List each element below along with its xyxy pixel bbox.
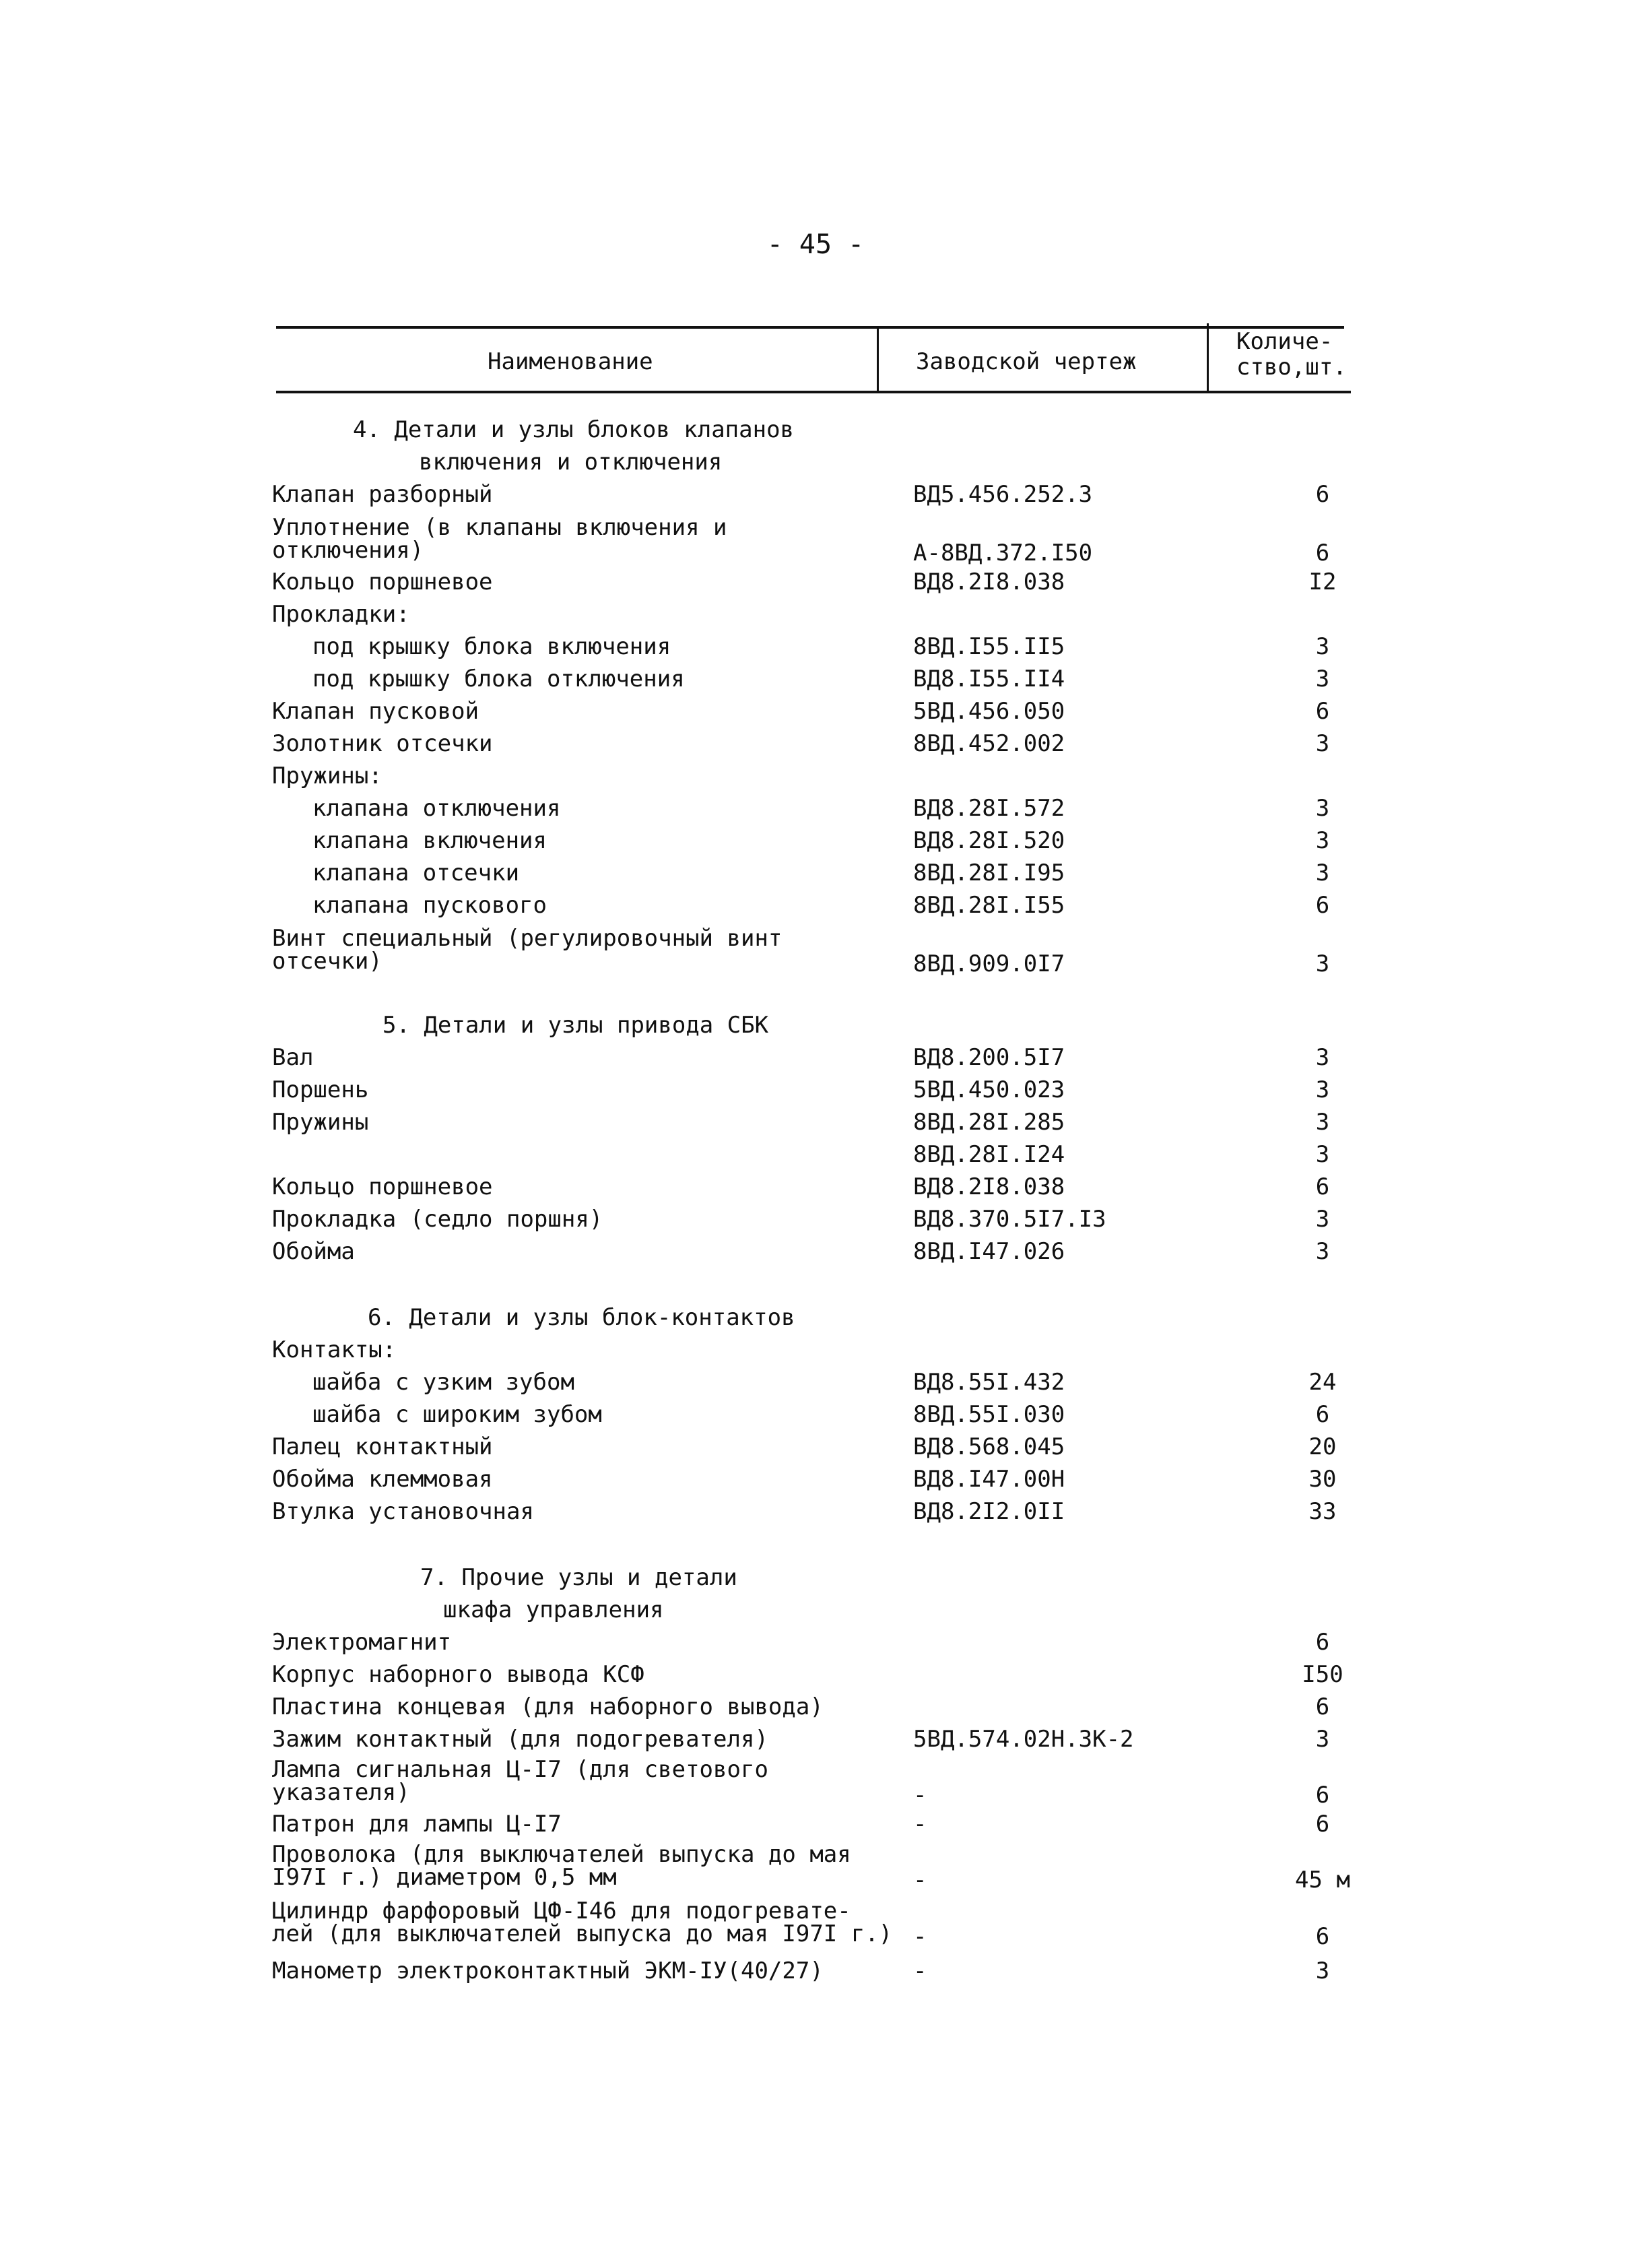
table-row (272, 630, 1350, 663)
table-row (272, 760, 1350, 792)
row-drawing: 8ВД.452.002 (913, 730, 1065, 757)
table-row (272, 1843, 1350, 1891)
row-qty: 3 (1315, 950, 1330, 977)
row-qty: 6 (1315, 481, 1330, 508)
row-qty: 3 (1315, 1957, 1330, 1984)
row-qty: 3 (1315, 795, 1330, 822)
row-drawing: - (913, 1867, 927, 1893)
table-row (272, 1723, 1350, 1755)
row-name: Втулка установочная (272, 1498, 534, 1525)
table-row (272, 566, 1350, 598)
row-qty: 20 (1308, 1433, 1337, 1460)
table-row (272, 1808, 1350, 1840)
row-drawing: ВД8.55I.432 (913, 1369, 1065, 1396)
row-qty: 3 (1315, 860, 1330, 886)
row-qty: 6 (1315, 1401, 1330, 1428)
row-name: Пружины (272, 1109, 369, 1136)
row-name: клапана отключения (312, 795, 561, 822)
row-qty: 45 м (1295, 1867, 1350, 1893)
row-drawing: 8ВД.28I.I95 (913, 860, 1065, 886)
row-name: Вал (272, 1044, 314, 1071)
row-qty: 6 (1315, 540, 1330, 566)
row-qty: 3 (1315, 633, 1330, 660)
row-name: под крышку блока отключения (312, 666, 685, 692)
row-qty: 6 (1315, 1693, 1330, 1720)
row-name: клапана включения (312, 827, 547, 854)
row-name: Контакты: (272, 1336, 397, 1363)
row-qty: 6 (1315, 1811, 1330, 1838)
row-qty: 3 (1315, 1109, 1330, 1136)
header-qty-line1: Количе- (1236, 328, 1333, 355)
row-qty: 6 (1315, 698, 1330, 725)
table-row (272, 695, 1350, 727)
row-drawing: 8ВД.28I.I55 (913, 892, 1065, 919)
row-qty: 3 (1315, 1238, 1330, 1265)
row-drawing: 8ВД.I55.II5 (913, 633, 1065, 660)
header-name: Наименование (488, 348, 653, 375)
row-qty: 3 (1315, 1044, 1330, 1071)
column-divider-2 (1207, 323, 1209, 393)
row-name: Обойма (272, 1238, 355, 1265)
table-row (272, 1203, 1350, 1235)
table-row (272, 1463, 1350, 1495)
row-qty: 3 (1315, 827, 1330, 854)
row-drawing: 8ВД.28I.285 (913, 1109, 1065, 1136)
row-name: Цилиндр фарфоровый ЦФ-I46 для подогревате- лей (для выключателей выпуска до мая I97I г.) (272, 1898, 893, 1947)
table-row (272, 727, 1350, 760)
table-row (272, 1691, 1350, 1723)
section-title: шкафа управления (443, 1596, 664, 1623)
row-name: Лампа сигнальная Ц-I7 (для светового указателя) (272, 1756, 768, 1806)
row-name: Манометр электроконтактный ЭКМ-IУ(40/27) (272, 1957, 824, 1984)
row-name: Пружины: (272, 763, 382, 789)
section-title: 4. Детали и узлы блоков клапанов (353, 416, 795, 443)
table-row (272, 927, 1350, 975)
section-title: 7. Прочие узлы и детали (420, 1564, 737, 1591)
section-title: 5. Детали и узлы привода СБК (382, 1012, 769, 1039)
row-name: Пластина концевая (для наборного вывода) (272, 1693, 824, 1720)
row-name: шайба с широким зубом (312, 1401, 602, 1428)
row-drawing: - (913, 1957, 927, 1984)
row-qty: 6 (1315, 1173, 1330, 1200)
row-name: Золотник отсечки (272, 730, 493, 757)
row-name: Винт специальный (регулировочный винт отсечки) (272, 925, 783, 975)
row-drawing: А-8ВД.372.I50 (913, 540, 1093, 566)
table-row (272, 1658, 1350, 1691)
row-drawing: ВД5.456.252.3 (913, 481, 1093, 508)
row-name: Поршень (272, 1076, 369, 1103)
row-name: клапана пускового (312, 892, 547, 919)
row-qty: 6 (1315, 1923, 1330, 1950)
row-qty: 6 (1315, 1629, 1330, 1656)
table-row (272, 1106, 1350, 1138)
row-drawing: ВД8.200.5I7 (913, 1044, 1065, 1071)
table-row (272, 1955, 1350, 1987)
header-bottom-rule (276, 391, 1351, 393)
row-drawing: ВД8.I55.II4 (913, 666, 1065, 692)
row-qty: 30 (1308, 1466, 1337, 1493)
table-row (272, 1900, 1350, 1948)
row-drawing: ВД8.28I.520 (913, 827, 1065, 854)
table-row (272, 598, 1350, 630)
table-row (272, 663, 1350, 695)
row-drawing: ВД8.568.045 (913, 1433, 1065, 1460)
row-qty: 3 (1315, 666, 1330, 692)
row-name: Палец контактный (272, 1433, 493, 1460)
row-drawing: ВД8.370.5I7.I3 (913, 1206, 1106, 1233)
row-qty: 33 (1308, 1498, 1337, 1525)
row-qty: 24 (1308, 1369, 1337, 1396)
row-qty: 3 (1315, 1076, 1330, 1103)
row-name: Зажим контактный (для подогревателя) (272, 1726, 768, 1753)
row-drawing: ВД8.2I8.038 (913, 569, 1065, 595)
row-drawing: ВД8.28I.572 (913, 795, 1065, 822)
row-name: под крышку блока включения (312, 633, 671, 660)
row-drawing: 8ВД.909.0I7 (913, 950, 1065, 977)
table-row (272, 857, 1350, 889)
row-name: Прокладка (седло поршня) (272, 1206, 603, 1233)
section-title: 6. Детали и узлы блок-контактов (368, 1304, 795, 1331)
row-name: шайба с узким зубом (312, 1369, 574, 1396)
row-name: Патрон для лампы Ц-I7 (272, 1811, 562, 1838)
row-qty: 3 (1315, 1206, 1330, 1233)
row-qty: I2 (1308, 569, 1337, 595)
row-drawing: 5ВД.456.050 (913, 698, 1065, 725)
header-top-rule (276, 326, 1344, 329)
row-drawing: - (913, 1782, 927, 1809)
table-row (272, 1398, 1350, 1431)
row-qty: 3 (1315, 730, 1330, 757)
row-drawing: 8ВД.28I.I24 (913, 1141, 1065, 1168)
row-name: Электромагнит (272, 1629, 452, 1656)
table-row (272, 1334, 1350, 1366)
row-drawing: 8ВД.I47.026 (913, 1238, 1065, 1265)
row-name: Клапан пусковой (272, 698, 479, 725)
row-qty: 6 (1315, 1782, 1330, 1809)
row-name: Уплотнение (в клапаны включения и отключения) (272, 514, 727, 564)
table-row (272, 1235, 1350, 1268)
table-row (272, 1041, 1350, 1074)
row-qty: I50 (1302, 1661, 1343, 1688)
row-drawing: 8ВД.55I.030 (913, 1401, 1065, 1428)
table-row (272, 1171, 1350, 1203)
table-row (272, 1758, 1350, 1807)
row-qty: 6 (1315, 892, 1330, 919)
table-row (272, 516, 1350, 564)
row-name: Проволока (для выключателей выпуска до мая I97I г.) диаметром 0,5 мм (272, 1841, 851, 1891)
column-divider-1 (877, 326, 879, 393)
table-row (272, 889, 1350, 921)
table-row (272, 478, 1350, 511)
row-drawing: ВД8.2I2.0II (913, 1498, 1065, 1525)
row-drawing: 5ВД.574.02Н.3К-2 (913, 1726, 1134, 1753)
section-title: включения и отключения (419, 449, 723, 476)
row-drawing: ВД8.I47.00Н (913, 1466, 1065, 1493)
header-drawing: Заводской чертеж (916, 348, 1137, 375)
table-row (272, 1138, 1350, 1171)
row-name: Корпус наборного вывода КСФ (272, 1661, 644, 1688)
row-drawing: - (913, 1923, 927, 1950)
header-qty-line2: ство,шт. (1236, 354, 1347, 381)
row-drawing: 5ВД.450.023 (913, 1076, 1065, 1103)
row-qty: 3 (1315, 1141, 1330, 1168)
table-row (272, 1626, 1350, 1658)
table-row (272, 1366, 1350, 1398)
row-name: Обойма клеммовая (272, 1466, 493, 1493)
table-row (272, 792, 1350, 824)
row-name: клапана отсечки (312, 860, 520, 886)
row-qty: 3 (1315, 1726, 1330, 1753)
table-row (272, 1074, 1350, 1106)
row-name: Прокладки: (272, 601, 410, 628)
row-drawing: ВД8.2I8.038 (913, 1173, 1065, 1200)
row-name: Кольцо поршневое (272, 569, 493, 595)
table-row (272, 1431, 1350, 1463)
table-row (272, 1495, 1350, 1528)
row-drawing: - (913, 1811, 927, 1838)
row-name: Кольцо поршневое (272, 1173, 493, 1200)
table-row (272, 824, 1350, 857)
row-name: Клапан разборный (272, 481, 493, 508)
page-number: - 45 - (766, 229, 865, 260)
